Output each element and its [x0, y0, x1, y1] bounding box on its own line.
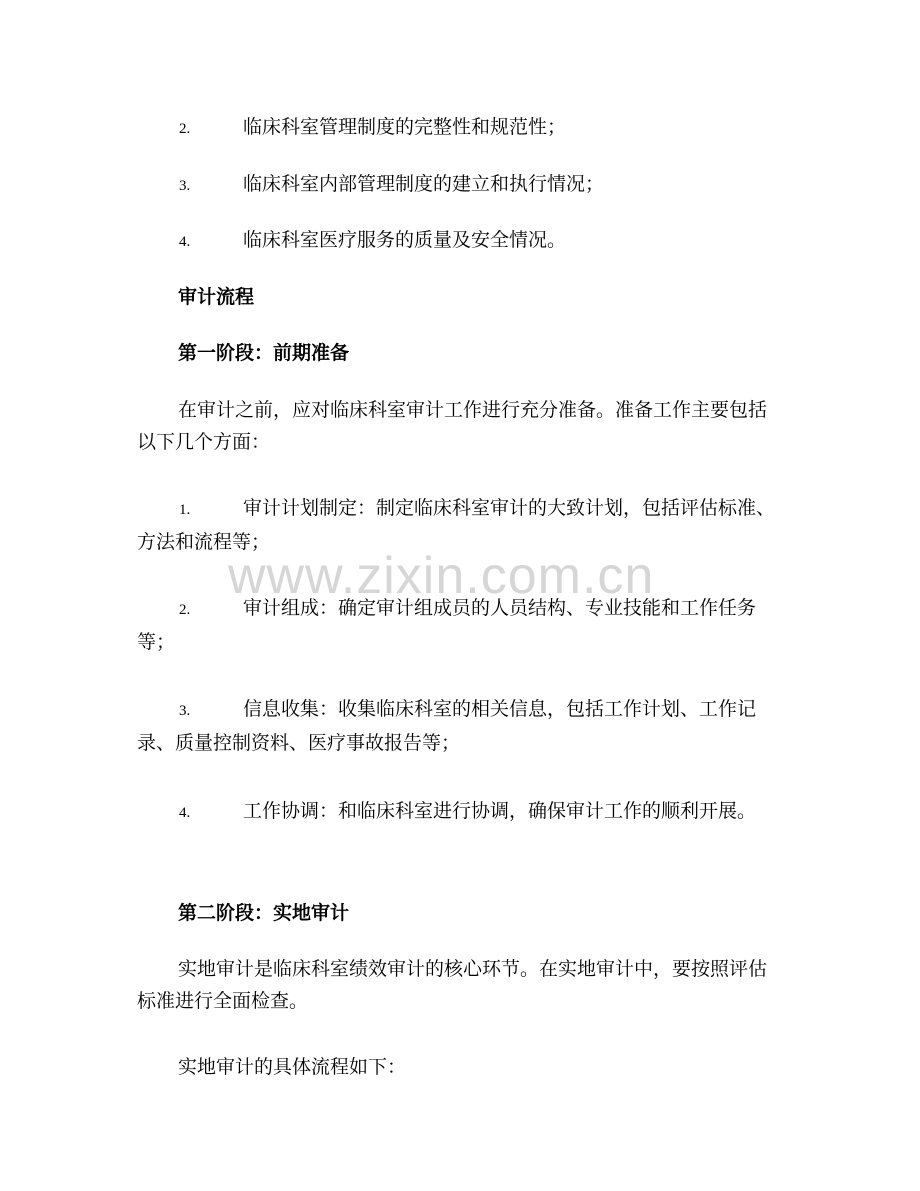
- list-text: 临床科室医疗服务的质量及安全情况。: [243, 229, 567, 251]
- list-text: 临床科室管理制度的完整性和规范性；: [243, 116, 567, 138]
- list-number: 4.: [179, 805, 191, 821]
- list-text: 审计组成：确定审计组成员的人员结构、专业技能和工作任务等；: [137, 597, 757, 653]
- stage2-heading: 第二阶段：实地审计: [178, 902, 350, 924]
- stage1-item-3: [137, 693, 777, 759]
- list-text: 临床科室内部管理制度的建立和执行情况；: [243, 173, 605, 195]
- list-number: 2.: [179, 602, 191, 618]
- list-number: 3.: [179, 703, 191, 719]
- list-number: 2.: [179, 121, 191, 137]
- stage1-heading: 第一阶段：前期准备: [178, 342, 350, 364]
- list-text: 信息收集：收集临床科室的相关信息，包括工作计划、工作记录、质量控制资料、医疗事故报告等；: [137, 698, 757, 754]
- list-text: 审计计划制定：制定临床科室审计的大致计划，包括评估标准、方法和流程等；: [137, 497, 776, 553]
- stage2-intro: 实地审计是临床科室绩效审计的核心环节。在实地审计中，要按照评估标准进行全面检查。: [137, 958, 768, 1012]
- list-number: 4.: [179, 234, 191, 250]
- list-number: 3.: [179, 178, 191, 194]
- list-number: 1.: [179, 502, 191, 518]
- stage1-intro: 在审计之前，应对临床科室审计工作进行充分准备。准备工作主要包括以下几个方面：: [137, 399, 768, 453]
- scope-item-3: [137, 168, 777, 202]
- stage1-item-4: [137, 795, 777, 829]
- scope-item-2: [137, 111, 777, 145]
- section-heading: 审计流程: [178, 286, 255, 308]
- stage1-item-2: [137, 592, 777, 658]
- stage2-flow-intro: 实地审计的具体流程如下：: [178, 1056, 407, 1078]
- watermark: www.zixin.com.cn: [228, 547, 655, 605]
- stage1-item-1: [137, 492, 777, 558]
- list-text: 工作协调：和临床科室进行协调，确保审计工作的顺利开展。: [243, 800, 757, 822]
- scope-item-4: [137, 224, 777, 258]
